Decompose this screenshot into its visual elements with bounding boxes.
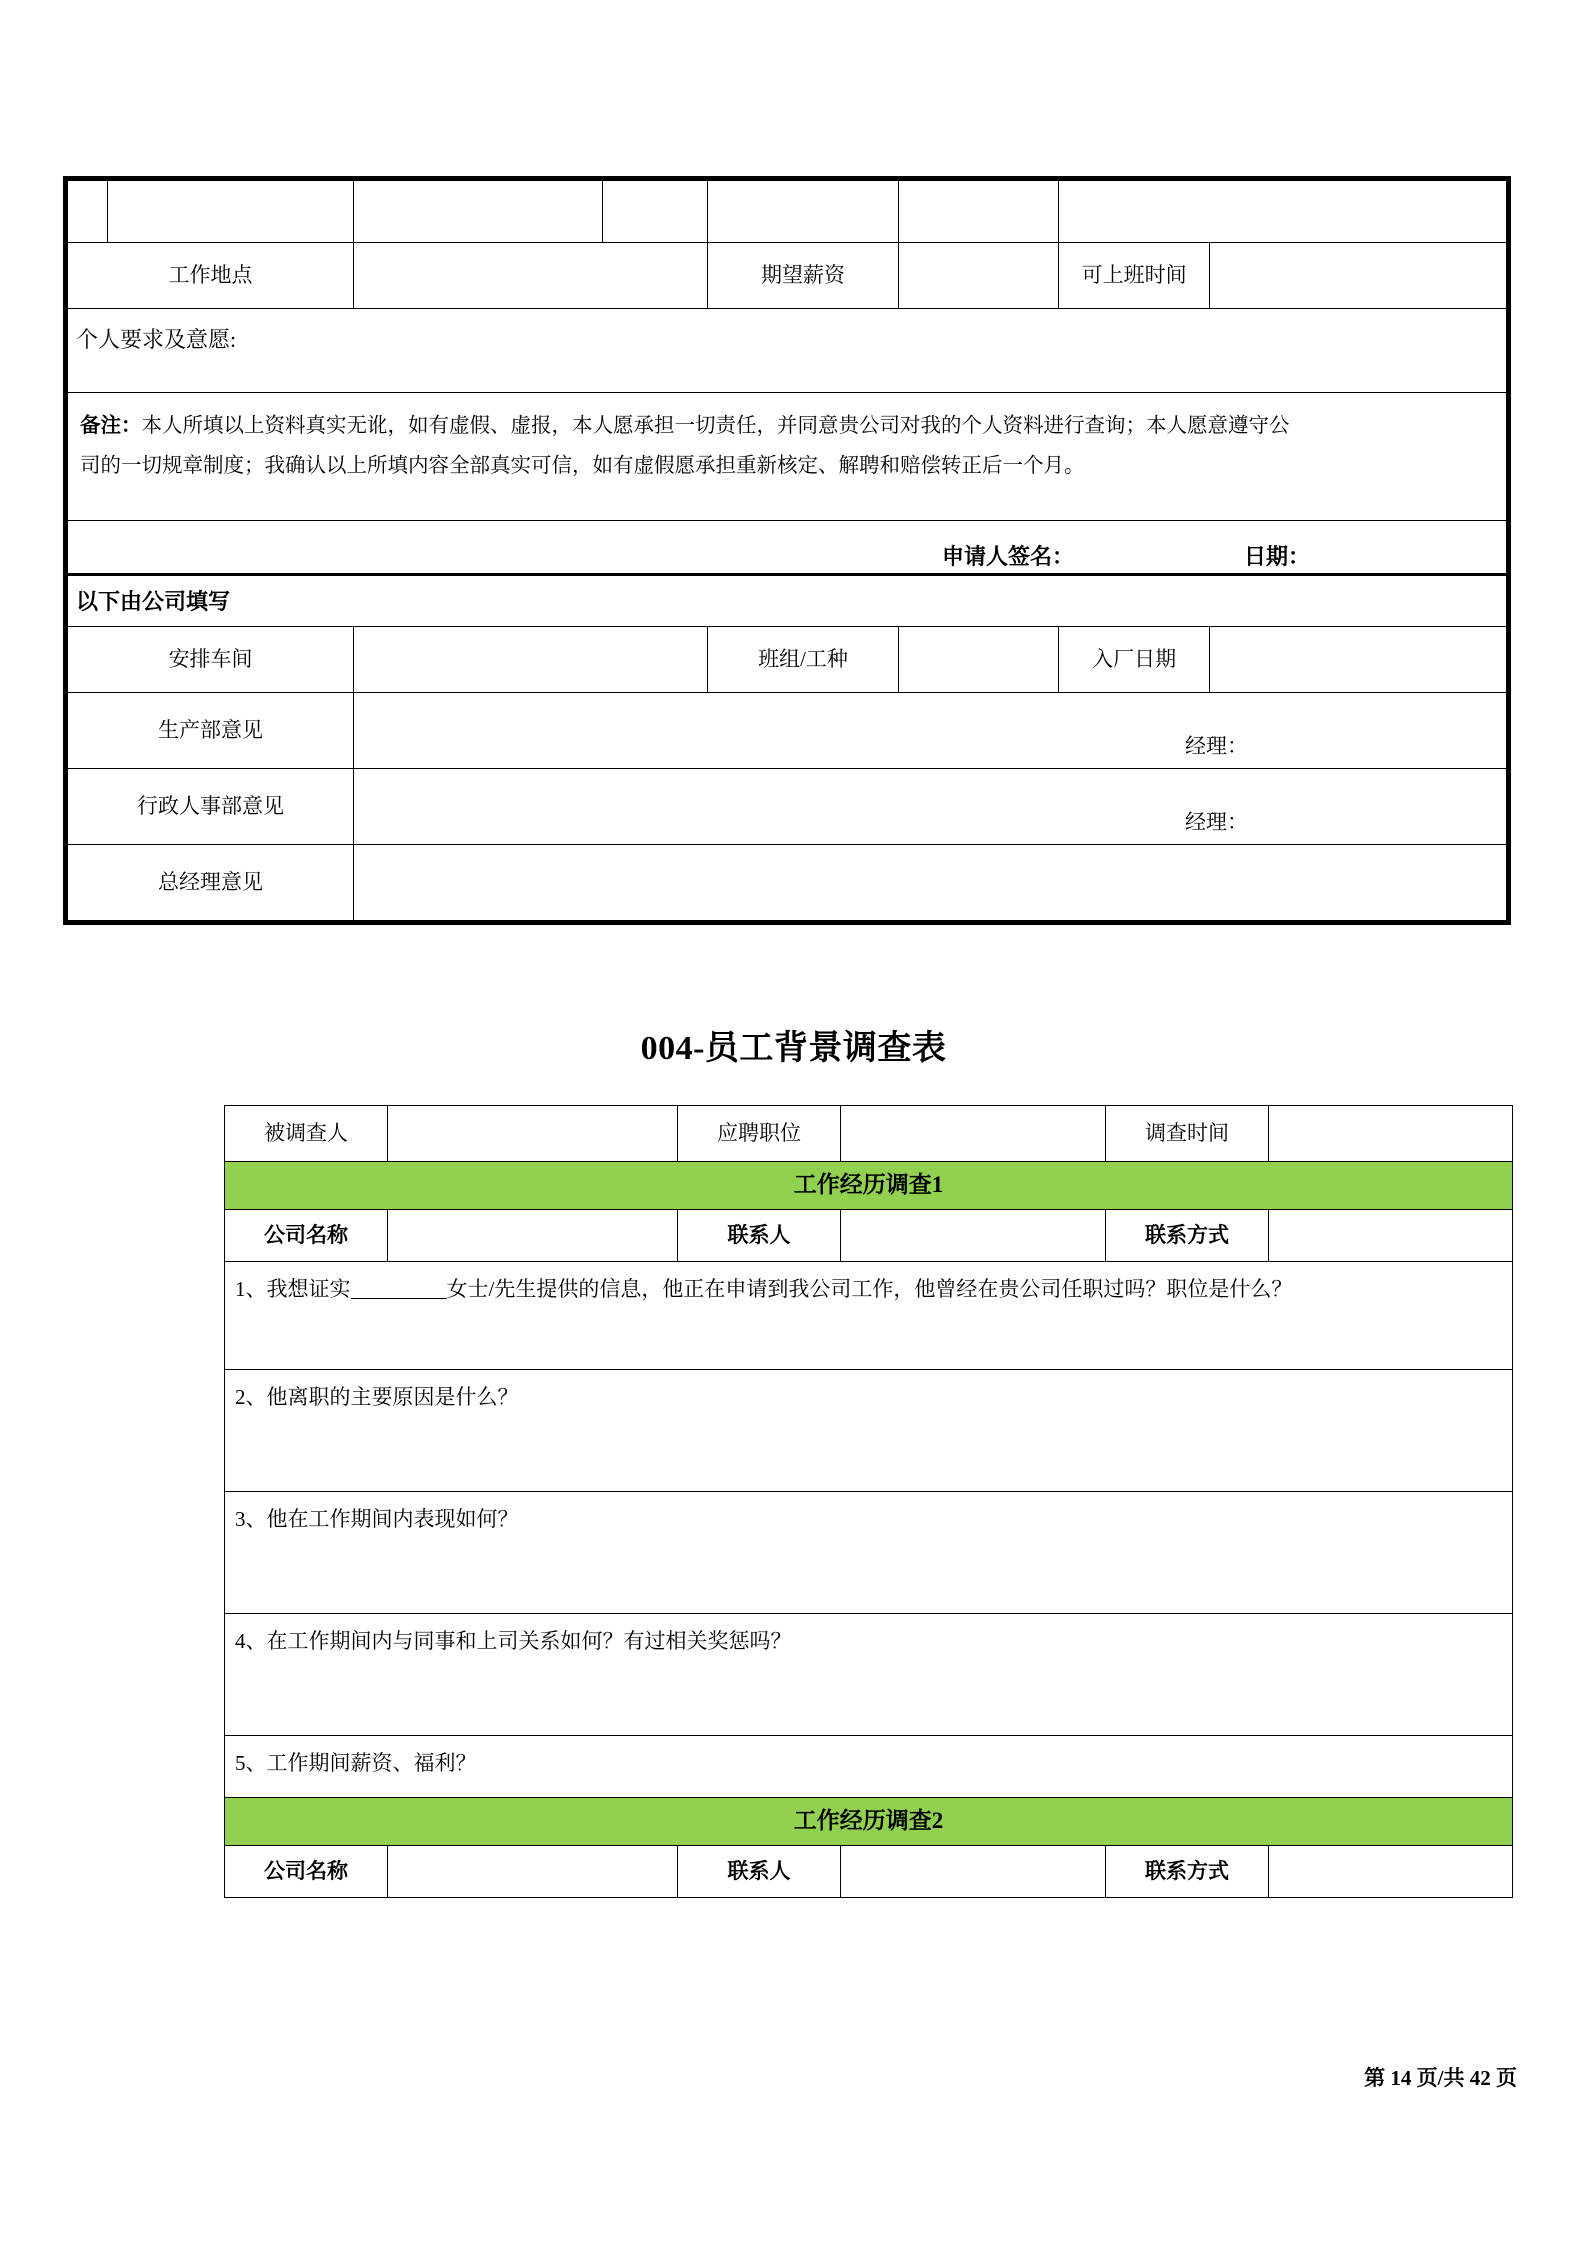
table-row-question-5[interactable] bbox=[225, 1736, 1513, 1798]
label-company-name-2: 公司名称 bbox=[225, 1846, 388, 1898]
employment-form-table bbox=[67, 180, 1507, 921]
label-workshop: 安排车间 bbox=[68, 627, 354, 693]
question-1-post: 女士/先生提供的信息，他正在申请到我公司工作，他曾经在贵公司任职过吗？职位是什么？ bbox=[446, 1277, 1293, 1301]
value-position[interactable] bbox=[841, 1106, 1106, 1162]
blank-cell-4[interactable] bbox=[602, 181, 707, 243]
background-investigation-form bbox=[224, 1105, 1512, 1898]
table-row-question-1[interactable] bbox=[225, 1262, 1513, 1370]
label-signature-date: 日期： bbox=[1243, 544, 1310, 569]
table-row-question-4[interactable] bbox=[225, 1614, 1513, 1736]
table-row-hr-opinion bbox=[68, 769, 1507, 845]
value-expected-salary[interactable] bbox=[898, 243, 1059, 309]
blank-cell-3[interactable] bbox=[353, 181, 602, 243]
remark-line-1 bbox=[76, 407, 1498, 447]
page-title: 004-员工背景调查表 bbox=[640, 1030, 947, 1067]
value-hr-opinion[interactable] bbox=[353, 769, 1506, 845]
value-work-location[interactable] bbox=[353, 243, 707, 309]
table-row-question-3[interactable] bbox=[225, 1492, 1513, 1614]
table-row-production-opinion bbox=[68, 693, 1507, 769]
label-hr-opinion: 行政人事部意见 bbox=[68, 769, 354, 845]
background-form-table bbox=[224, 1105, 1513, 1898]
label-work-location: 工作地点 bbox=[68, 243, 354, 309]
label-entry-date: 入厂日期 bbox=[1059, 627, 1210, 693]
value-survey-time[interactable] bbox=[1269, 1106, 1513, 1162]
value-contact-2[interactable] bbox=[841, 1846, 1106, 1898]
value-team-type[interactable] bbox=[898, 627, 1059, 693]
value-contact-method-1[interactable] bbox=[1269, 1210, 1513, 1262]
blank-cell-6[interactable] bbox=[898, 181, 1059, 243]
value-company-name-1[interactable] bbox=[388, 1210, 678, 1262]
blank-cell-2[interactable] bbox=[108, 181, 354, 243]
blank-cell-1[interactable] bbox=[68, 181, 108, 243]
gm-opinion-cell bbox=[354, 845, 1506, 920]
table-row-signature bbox=[68, 521, 1507, 575]
label-available-date: 可上班时间 bbox=[1059, 243, 1210, 309]
section-header-work-experience-1 bbox=[225, 1162, 1513, 1210]
remark-line-2: 司的一切规章制度；我确认以上所填内容全部真实可信，如有虚假愿承担重新核定、解聘和赔偿转正后一个月。 bbox=[80, 454, 1085, 477]
table-row-gm-opinion bbox=[68, 845, 1507, 921]
question-2-cell[interactable]: 2、他离职的主要原因是什么？ bbox=[225, 1370, 1513, 1492]
value-entry-date[interactable] bbox=[1209, 627, 1506, 693]
question-3-cell[interactable]: 3、他在工作期间内表现如何？ bbox=[225, 1492, 1513, 1614]
label-production-opinion: 生产部意见 bbox=[68, 693, 354, 769]
label-subject: 被调查人 bbox=[225, 1106, 388, 1162]
label-position: 应聘职位 bbox=[678, 1106, 841, 1162]
blank-cell-7[interactable] bbox=[1059, 181, 1507, 243]
label-applicant-signature: 申请人签名： bbox=[941, 544, 1074, 569]
question-1-blank[interactable] bbox=[351, 1298, 447, 1299]
label-hr-manager: 经理： bbox=[1185, 809, 1248, 834]
table-row-question-2[interactable] bbox=[225, 1370, 1513, 1492]
question-5-cell[interactable]: 5、工作期间薪资、福利？ bbox=[225, 1736, 1513, 1798]
label-survey-time: 调查时间 bbox=[1106, 1106, 1269, 1162]
value-production-opinion[interactable] bbox=[353, 693, 1506, 769]
label-contact-method-1: 联系方式 bbox=[1106, 1210, 1269, 1262]
value-contact-method-2[interactable] bbox=[1269, 1846, 1513, 1898]
label-section2-title: 工作经历调查2 bbox=[225, 1798, 1513, 1846]
remark-prefix: 备注： bbox=[80, 415, 142, 437]
signature-row-inner bbox=[68, 521, 1506, 573]
question-4-cell[interactable]: 4、在工作期间内与同事和上司关系如何？有过相关奖惩吗？ bbox=[225, 1614, 1513, 1736]
label-contact-1: 联系人 bbox=[678, 1210, 841, 1262]
table-row-company1-info bbox=[225, 1210, 1513, 1262]
table-row-location bbox=[68, 243, 1507, 309]
label-contact-method-2: 联系方式 bbox=[1106, 1846, 1269, 1898]
value-company-name-2[interactable] bbox=[388, 1846, 678, 1898]
table-row-top-blank bbox=[68, 181, 1507, 243]
employment-application-form bbox=[63, 176, 1511, 925]
label-gm-opinion: 总经理意见 bbox=[68, 845, 354, 921]
question-1-cell[interactable] bbox=[225, 1262, 1513, 1370]
section-header-work-experience-2 bbox=[225, 1798, 1513, 1846]
table-row-assignment bbox=[68, 627, 1507, 693]
question-1-pre: 1、我想证实 bbox=[235, 1277, 351, 1301]
value-available-date[interactable] bbox=[1209, 243, 1506, 309]
label-expected-salary: 期望薪资 bbox=[708, 243, 899, 309]
blank-cell-5[interactable] bbox=[708, 181, 899, 243]
value-gm-opinion[interactable] bbox=[353, 845, 1506, 921]
production-opinion-cell bbox=[354, 693, 1506, 768]
label-team-type: 班组/工种 bbox=[708, 627, 899, 693]
label-contact-2: 联系人 bbox=[678, 1846, 841, 1898]
label-personal-wishes: 个人要求及意愿: bbox=[68, 309, 1507, 393]
value-contact-1[interactable] bbox=[841, 1210, 1106, 1262]
signature-cell bbox=[68, 521, 1507, 575]
table-row-company-section bbox=[68, 575, 1507, 627]
table-row-company2-info bbox=[225, 1846, 1513, 1898]
table-row-remark bbox=[68, 393, 1507, 521]
label-production-manager: 经理： bbox=[1185, 733, 1248, 758]
page-footer: 第 14 页/共 42 页 bbox=[1364, 2066, 1517, 2090]
remark-cell bbox=[68, 393, 1507, 521]
label-section1-title: 工作经历调查1 bbox=[225, 1162, 1513, 1210]
table-row-investigation-header bbox=[225, 1106, 1513, 1162]
hr-opinion-cell bbox=[354, 769, 1506, 844]
table-row-personal-wishes bbox=[68, 309, 1507, 393]
label-company-section: 以下由公司填写 bbox=[68, 575, 1507, 627]
value-workshop[interactable] bbox=[353, 627, 707, 693]
value-subject[interactable] bbox=[388, 1106, 678, 1162]
label-company-name-1: 公司名称 bbox=[225, 1210, 388, 1262]
remark-text-1: 本人所填以上资料真实无讹，如有虚假、虚报，本人愿承担一切责任，并同意贵公司对我的个人资料进行查询；本人愿意遵守公 bbox=[141, 415, 1290, 437]
